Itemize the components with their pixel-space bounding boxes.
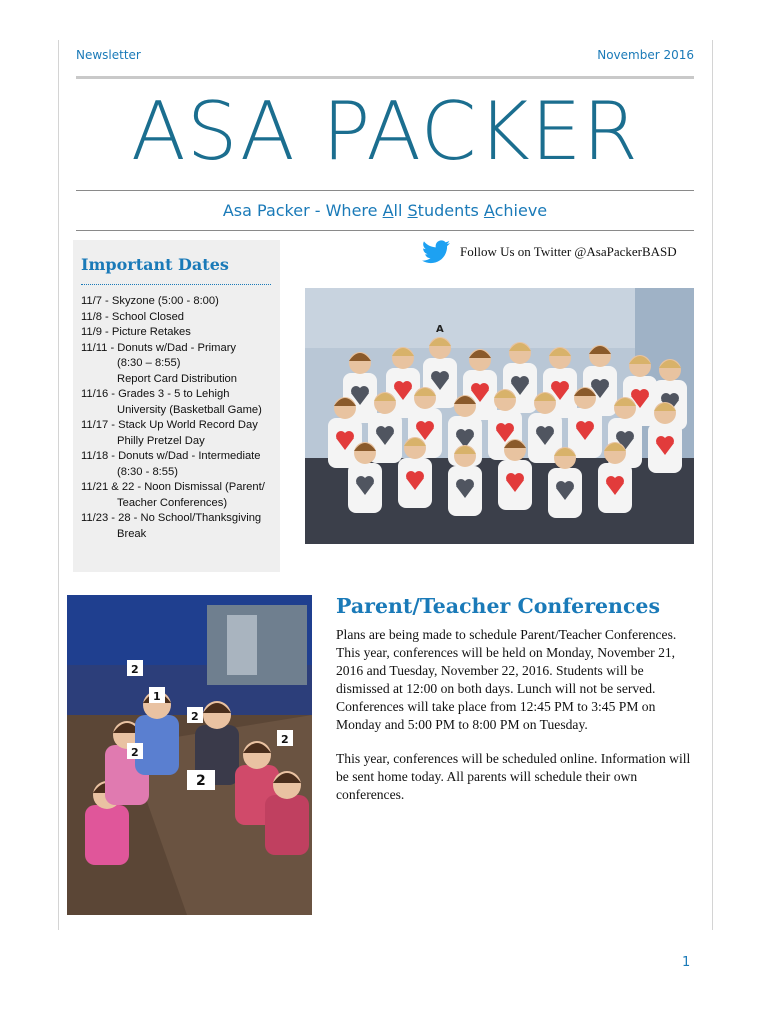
important-dates-divider [81,284,271,285]
important-date-item: 11/11 - Donuts w/Dad - Primary [81,341,237,354]
twitter-bird-icon [422,240,450,264]
important-date-item: Report Card Distribution [117,372,238,385]
number-card [127,743,143,759]
tagline-prefix: Asa Packer - Where [222,201,383,220]
article-body [336,626,698,820]
important-dates-title: Important Dates [81,255,229,274]
header-date-label: November 2016 [597,48,694,62]
tagline-word-all: ll [393,201,408,220]
tagline [76,201,694,220]
tagline-letter-achieve: A [483,201,495,220]
important-date-item: (8:30 – 8:55) [117,357,181,369]
important-date-item: Break [117,527,147,540]
important-date-item: 11/23 - 28 - No School/Thanksgiving [81,512,262,524]
number-card-label: 2 [131,663,139,676]
number-card-label: 2 [281,733,289,746]
important-date-item: 11/17 - Stack Up World Record Day [81,419,258,431]
staff-sign-letter: A [436,324,444,335]
tagline-letter-s: S [407,201,418,220]
twitter-follow[interactable] [422,240,696,266]
important-date-item: Philly Pretzel Day [117,434,205,447]
number-card-label: 2 [191,710,199,723]
number-card [127,660,143,676]
important-date-item: 11/9 - Picture Retakes [81,326,191,338]
number-card-label: 2 [196,773,206,789]
tagline-word-achieve: chieve [494,201,548,220]
number-card [187,770,215,790]
important-date-item: 11/18 - Donuts w/Dad - Intermediate [81,450,261,462]
article-paragraph: This year, conferences will be scheduled online. Information will be sent home today. All parents will schedule their own conferences. [336,751,691,802]
number-card [277,730,293,746]
important-date-item: Teacher Conferences) [117,496,228,509]
important-date-item: 11/7 - Skyzone (5:00 - 8:00) [81,295,219,307]
important-date-item: University (Basketball Game) [117,403,262,416]
important-dates-list [81,294,277,542]
important-date-item: 11/21 & 22 - Noon Dismissal (Parent/ [81,481,265,493]
article-title: Parent/Teacher Conferences [336,594,661,618]
page-border-left [58,40,59,930]
tagline-letter-a: A [382,201,394,220]
important-date-item: 11/16 - Grades 3 - 5 to Lehigh [81,388,230,400]
important-date-item: 11/8 - School Closed [81,310,185,323]
page-number: 1 [682,955,691,970]
staff-group-photo [305,288,694,544]
header-newsletter-label: Newsletter [76,48,141,62]
number-card [149,687,165,703]
twitter-follow-text: Follow Us on Twitter @AsaPackerBASD [460,244,677,259]
header-rule [76,76,694,79]
number-card [187,707,203,723]
masthead-title: ASA PACKER [130,85,640,178]
article-paragraph: Plans are being made to schedule Parent/Teacher Conferences. This year, conferences will be held on Monday, November 21, 2016 and Tuesday, November 22, 2016. Students will be dismissed at 12:00 on both days. Lunch will not be served. Conferences will take place from 12:45 PM to 3:45 PM on Monday and 5:00 PM to 8:00 PM on Tuesday. [336,627,677,732]
important-date-item: (8:30 - 8:55) [117,465,178,478]
number-card-label: 2 [131,746,139,759]
number-card-label: 1 [153,690,161,703]
masthead-rule-bottom [76,230,694,231]
masthead-rule-top [76,190,694,191]
tagline-word-students: tudents [417,201,484,220]
cafeteria-students-photo [67,595,312,915]
page-border-right [712,40,713,930]
